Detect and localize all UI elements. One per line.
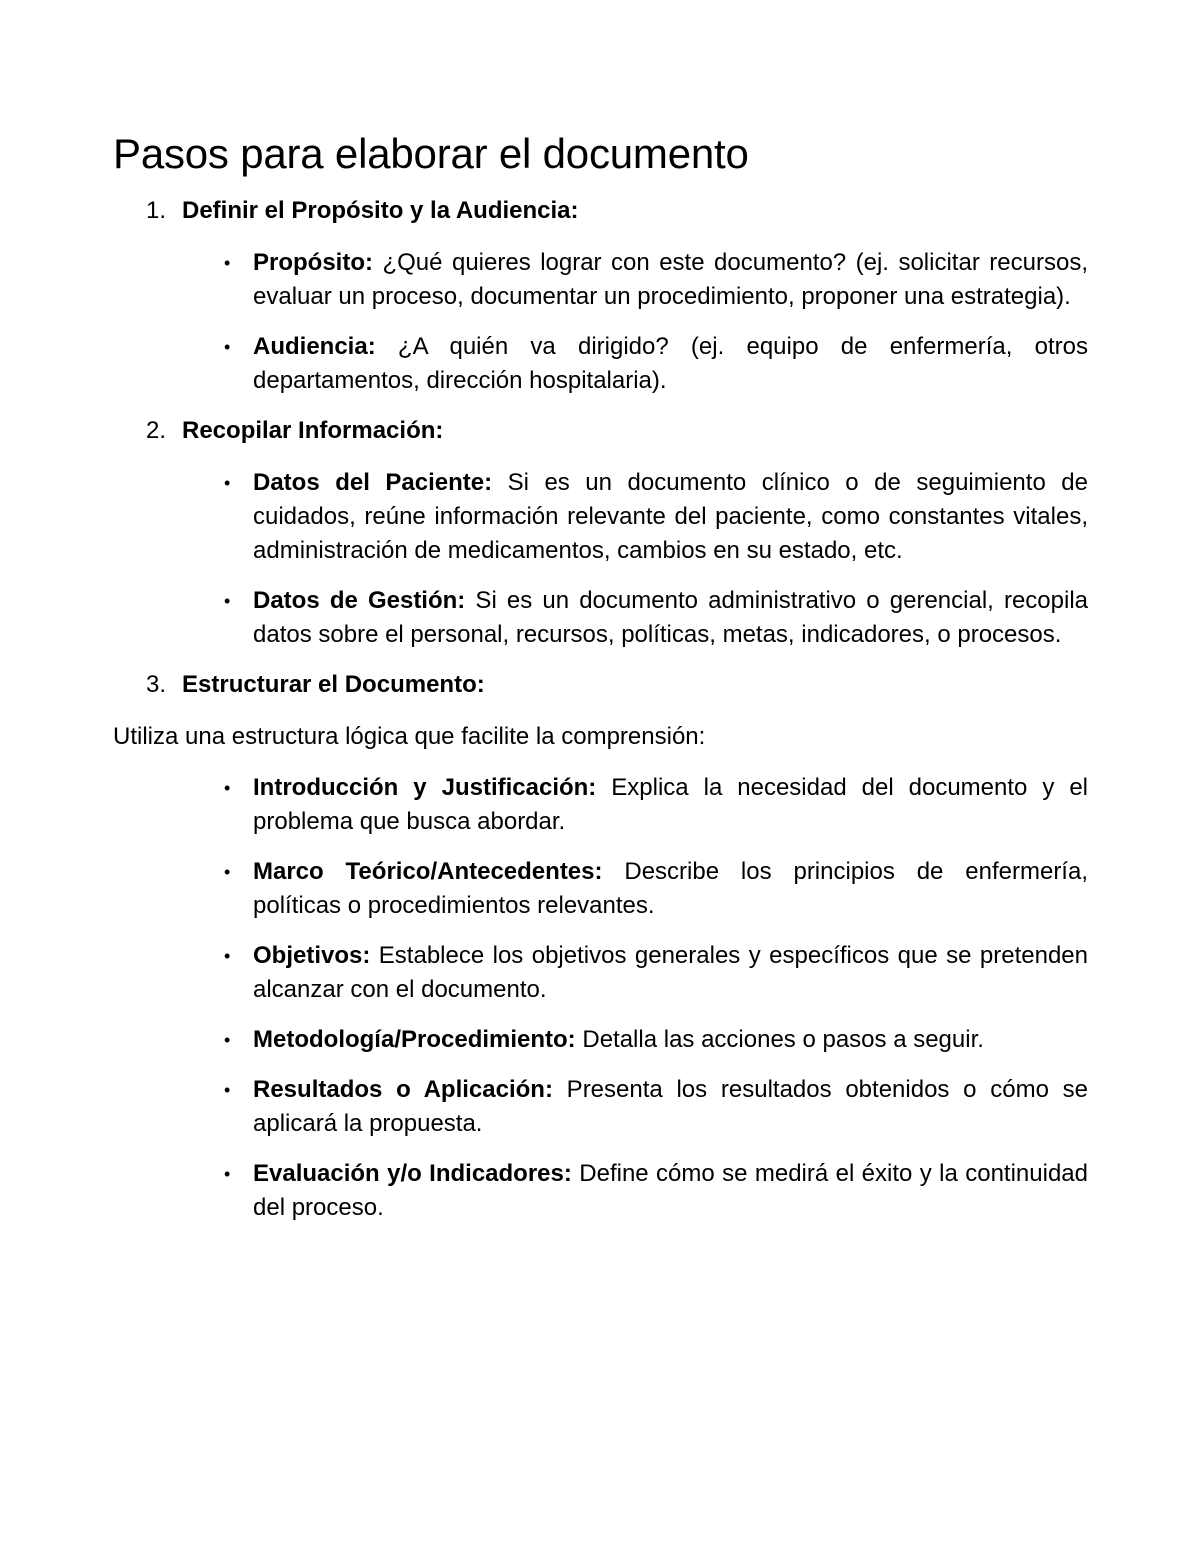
- bullet-icon: •: [224, 946, 231, 966]
- item-text: Define cómo se medirá el éxito y la continuidad del proceso.: [253, 1160, 1088, 1221]
- section-number: 3.: [146, 671, 167, 698]
- item-label: Datos del Paciente:: [253, 469, 493, 496]
- bullet-list: [113, 466, 1088, 652]
- list-item: [113, 939, 1088, 1007]
- bullet-icon: •: [224, 778, 231, 798]
- item-text: ¿Qué quieres lograr con este documento? (ej. solicitar recursos, evaluar un proceso, documentar un procedimiento, proponer una estrategia).: [253, 249, 1088, 310]
- section-intro: Utiliza una estructura lógica que facilite la comprensión:: [113, 723, 706, 750]
- section-heading-text: Recopilar Información:: [182, 417, 444, 444]
- section-3: [113, 668, 1088, 1225]
- item-label: Evaluación y/o Indicadores:: [253, 1160, 572, 1187]
- item-label: Marco Teórico/Antecedentes:: [253, 858, 603, 885]
- list-item: [113, 584, 1088, 652]
- item-label: Datos de Gestión:: [253, 587, 466, 614]
- document-page: [113, 128, 1088, 1241]
- bullet-icon: •: [224, 337, 231, 357]
- section-heading: [113, 668, 1088, 702]
- section-heading-text: Estructurar el Documento:: [182, 671, 485, 698]
- document-title: Pasos para elaborar el documento: [113, 130, 749, 177]
- item-text: Explica la necesidad del documento y el problema que busca abordar.: [253, 774, 1088, 835]
- list-item: [113, 855, 1088, 923]
- bullet-icon: •: [224, 1080, 231, 1100]
- item-label: Introducción y Justificación:: [253, 774, 597, 801]
- bullet-icon: •: [224, 473, 231, 493]
- bullet-icon: •: [224, 1164, 231, 1184]
- list-item: [113, 771, 1088, 839]
- item-text: Detalla las acciones o pasos a seguir.: [575, 1026, 984, 1053]
- item-text: ¿A quién va dirigido? (ej. equipo de enfermería, otros departamentos, dirección hospitalaria).: [253, 333, 1088, 394]
- item-text: Si es un documento administrativo o gerencial, recopila datos sobre el personal, recursos, políticas, metas, indicadores, o procesos.: [253, 587, 1089, 648]
- section-heading: [113, 194, 1088, 228]
- bullet-icon: •: [224, 591, 231, 611]
- list-item: [113, 246, 1088, 314]
- section-heading: [113, 414, 1088, 448]
- list-item: [113, 1157, 1088, 1225]
- section-number: 1.: [146, 197, 167, 224]
- bullet-icon: •: [224, 862, 231, 882]
- item-label: Objetivos:: [253, 942, 371, 969]
- bullet-list: [113, 771, 1088, 1225]
- item-text: Establece los objetivos generales y específicos que se pretenden alcanzar con el documento.: [253, 942, 1088, 1003]
- section-2: [113, 414, 1088, 652]
- list-item: [113, 1023, 1088, 1057]
- item-label: Metodología/Procedimiento:: [253, 1026, 576, 1053]
- list-item: [113, 330, 1088, 398]
- section-number: 2.: [146, 417, 167, 444]
- section-1: [113, 194, 1088, 398]
- item-label: Resultados o Aplicación:: [253, 1076, 553, 1103]
- item-label: Propósito:: [253, 249, 373, 276]
- item-text: Si es un documento clínico o de seguimiento de cuidados, reúne información relevante del paciente, como constantes vitales, administración de medicamentos, cambios en su estado, etc.: [253, 469, 1088, 564]
- section-heading-text: Definir el Propósito y la Audiencia:: [182, 197, 579, 224]
- list-item: [113, 466, 1088, 568]
- bullet-icon: •: [224, 1030, 231, 1050]
- item-text: Describe los principios de enfermería, políticas o procedimientos relevantes.: [253, 858, 1088, 919]
- bullet-list: [113, 246, 1088, 398]
- item-text: Presenta los resultados obtenidos o cómo se aplicará la propuesta.: [253, 1076, 1088, 1137]
- bullet-icon: •: [224, 253, 231, 273]
- item-label: Audiencia:: [253, 333, 376, 360]
- list-item: [113, 1073, 1088, 1141]
